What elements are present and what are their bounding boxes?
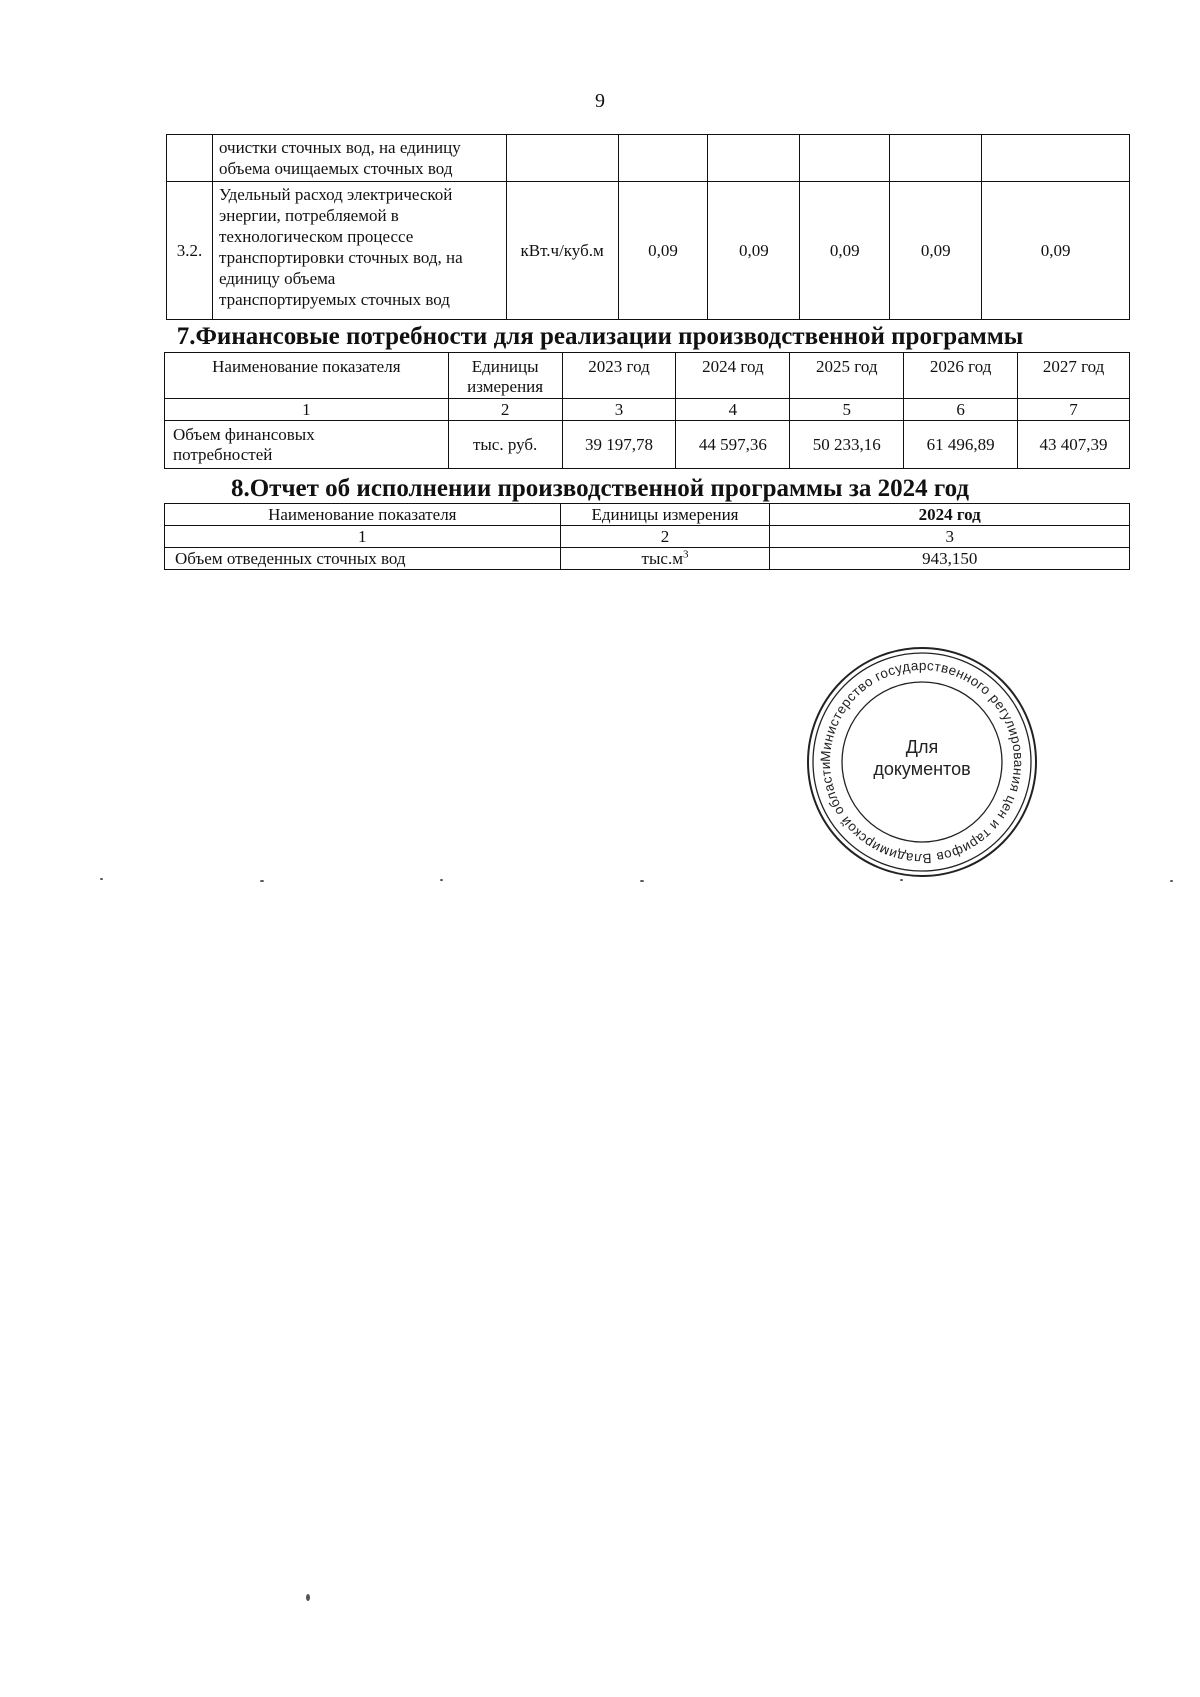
table-row <box>165 548 1130 570</box>
scan-speck <box>100 878 103 880</box>
indicator-name-line: единицу объема <box>218 269 336 288</box>
header-unit-line: измерения <box>467 377 544 396</box>
value-cell <box>618 135 708 182</box>
value-cell <box>890 135 982 182</box>
header-row <box>165 504 1130 526</box>
header-unit-cell <box>448 353 562 399</box>
stamp-center-line: документов <box>873 759 971 779</box>
index-cell: 3 <box>562 399 676 421</box>
unit-superscript: 3 <box>682 547 689 560</box>
header-year-cell: 2024 год <box>676 353 790 399</box>
value-cell: 0,09 <box>800 182 890 320</box>
value-cell: 50 233,16 <box>790 421 904 469</box>
value-cell <box>982 135 1130 182</box>
official-stamp <box>800 640 1044 884</box>
value-cell: 39 197,78 <box>562 421 676 469</box>
index-cell: 1 <box>165 399 449 421</box>
header-year-cell: 2024 год <box>770 504 1130 526</box>
index-cell: 1 <box>165 526 561 548</box>
scan-speck <box>440 879 443 881</box>
index-cell: 3 <box>770 526 1130 548</box>
unit-cell <box>506 135 618 182</box>
index-cell: 2 <box>448 399 562 421</box>
header-name-cell: Наименование показателя <box>165 353 449 399</box>
index-cell: 6 <box>904 399 1018 421</box>
financial-needs-table <box>164 352 1130 469</box>
header-row <box>165 353 1130 399</box>
scan-speck <box>1170 880 1173 882</box>
index-row <box>165 399 1130 421</box>
header-year-cell: 2025 год <box>790 353 904 399</box>
value-cell: 0,09 <box>982 182 1130 320</box>
unit-cell: тыс. руб. <box>448 421 562 469</box>
indicators-table-continuation <box>166 134 1130 320</box>
table-row <box>165 421 1130 469</box>
unit-text: тыс.м <box>641 548 683 568</box>
indicator-name-line: технологическом процессе <box>218 227 414 246</box>
indicator-name-line: очистки сточных вод, на единицу <box>218 138 461 157</box>
index-cell: 5 <box>790 399 904 421</box>
header-year-cell: 2023 год <box>562 353 676 399</box>
section-7-heading: 7.Финансовые потребности для реализации производственной программы <box>176 323 1024 350</box>
stamp-ring-text: Министерство государственного регулирования цен и тарифов Владимирской области <box>817 657 1027 867</box>
row-number-cell: 3.2. <box>167 182 213 320</box>
indicator-name-cell <box>212 182 506 320</box>
value-cell <box>708 135 800 182</box>
scan-speck <box>260 880 264 882</box>
value-cell: 0,09 <box>708 182 800 320</box>
indicator-name-line: Объем финансовых <box>173 424 315 444</box>
table-row <box>167 135 1130 182</box>
page-number: 9 <box>595 90 605 112</box>
value-cell: 61 496,89 <box>904 421 1018 469</box>
execution-report-table <box>164 503 1130 570</box>
indicator-name-cell <box>165 421 449 469</box>
indicator-name-cell: Объем отведенных сточных вод <box>165 548 561 570</box>
value-cell: 44 597,36 <box>676 421 790 469</box>
header-name-cell: Наименование показателя <box>165 504 561 526</box>
value-cell <box>800 135 890 182</box>
unit-cell: кВт.ч/куб.м <box>506 182 618 320</box>
indicator-name-line: транспортировки сточных вод, на <box>218 248 463 267</box>
index-cell: 2 <box>560 526 770 548</box>
value-cell: 943,150 <box>770 548 1130 570</box>
scan-speck <box>306 1594 310 1601</box>
header-unit-line: Единицы <box>471 357 539 376</box>
index-row <box>165 526 1130 548</box>
indicator-name-line: энергии, потребляемой в <box>218 206 399 225</box>
unit-cell <box>560 548 770 570</box>
value-cell: 0,09 <box>618 182 708 320</box>
scan-speck <box>640 880 644 882</box>
index-cell: 4 <box>676 399 790 421</box>
row-number-cell <box>167 135 213 182</box>
indicator-name-line: потребностей <box>173 444 273 464</box>
indicator-name-line: транспортируемых сточных вод <box>218 290 450 309</box>
section-8-heading: 8.Отчет об исполнении производственной программы за 2024 год <box>230 475 970 502</box>
indicator-name-line: объема очищаемых сточных вод <box>218 159 453 178</box>
header-unit-cell: Единицы измерения <box>560 504 770 526</box>
value-cell: 0,09 <box>890 182 982 320</box>
indicator-name-cell <box>212 135 506 182</box>
stamp-center-line: Для <box>905 737 939 757</box>
value-cell: 43 407,39 <box>1018 421 1130 469</box>
table-row <box>167 182 1130 320</box>
indicator-name-line: Удельный расход электрической <box>218 185 453 204</box>
index-cell: 7 <box>1018 399 1130 421</box>
scan-speck <box>900 879 903 881</box>
header-year-cell: 2026 год <box>904 353 1018 399</box>
header-year-cell: 2027 год <box>1018 353 1130 399</box>
